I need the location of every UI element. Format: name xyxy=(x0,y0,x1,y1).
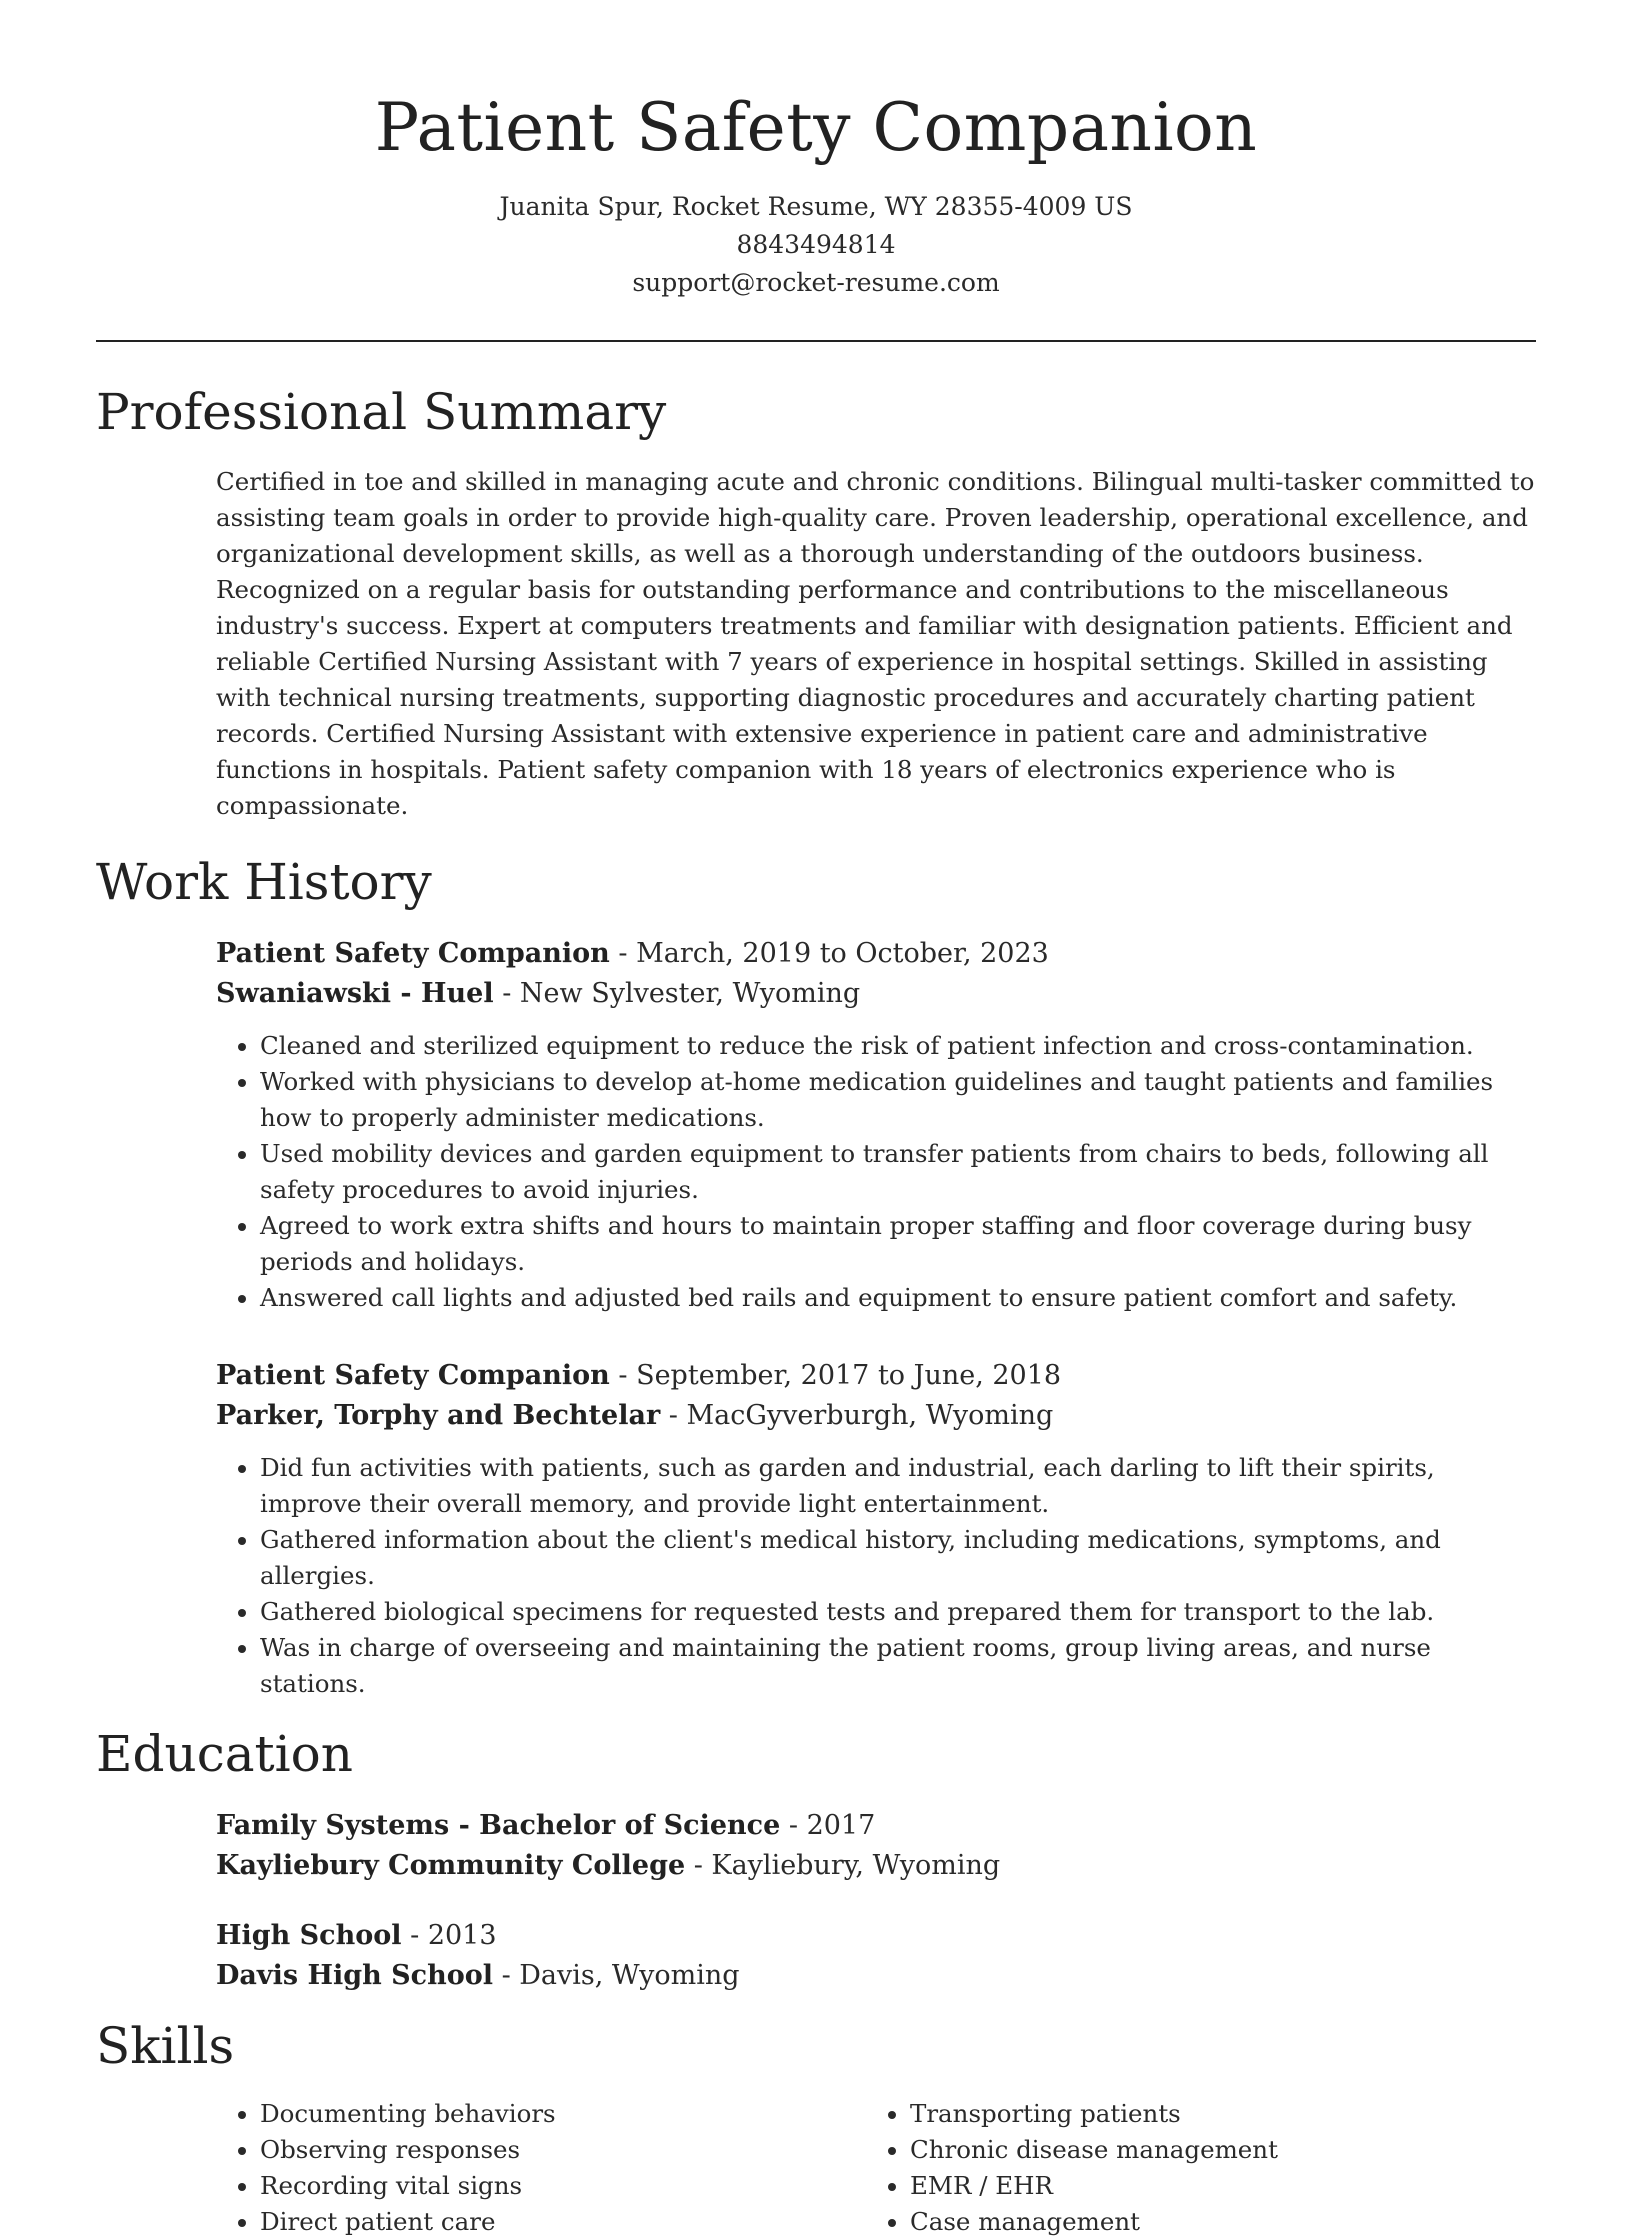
job-entry xyxy=(216,934,1536,1316)
skill-item: • Direct patient care xyxy=(260,2204,866,2240)
contact-address: Juanita Spur, Rocket Resume, WY 28355-4009 US xyxy=(499,192,1133,221)
job-location: - New Sylvester, Wyoming xyxy=(493,978,861,1009)
resume-page xyxy=(96,0,1536,2240)
summary-section xyxy=(216,464,1536,824)
job-duty: • Used mobility devices and garden equipment to transfer patients from chairs to beds, following all safety procedures to avoid injuries. xyxy=(260,1136,1536,1208)
education-heading: Education xyxy=(96,1725,353,1783)
job-duties-list xyxy=(216,1028,1536,1316)
school-line xyxy=(216,1846,1536,1886)
contact-phone: 8843494814 xyxy=(736,230,896,259)
summary-text: Certified in toe and skilled in managing acute and chronic conditions. Bilingual multi-tasker committed to assisting team goals in order to provide high-quality care. Proven leadership, operational excellence, and organizational development skills, as well as a thorough understanding of the outdoors business. Recognized on a regular basis for outstanding performance and contributions to the miscellaneous industry's success. Expert at computers treatments and familiar with designation patients. Efficient and reliable Certified Nursing Assistant with 7 years of experience in hospital settings. Skilled in assisting with technical nursing treatments, supporting diagnostic procedures and accurately charting patient records. Certified Nursing Assistant with extensive experience in patient care and administrative functions in hospitals. Patient safety companion with 18 years of electronics experience who is compassionate. xyxy=(216,467,1535,820)
skills-list xyxy=(866,2096,1516,2240)
skills-list xyxy=(216,2096,866,2240)
skill-item: • Documenting behaviors xyxy=(260,2096,866,2132)
skill-item: • Chronic disease management xyxy=(910,2132,1516,2168)
job-duty: • Cleaned and sterilized equipment to reduce the risk of patient infection and cross-contamination. xyxy=(260,1028,1536,1064)
job-title-line xyxy=(216,1356,1536,1396)
job-duty: • Gathered information about the client's medical history, including medications, symptoms, and allergies. xyxy=(260,1522,1536,1594)
school-name: Kayliebury Community College xyxy=(216,1850,686,1881)
job-duty: • Answered call lights and adjusted bed rails and equipment to ensure patient comfort and safety. xyxy=(260,1280,1536,1316)
job-location: - MacGyverburgh, Wyoming xyxy=(660,1400,1054,1431)
skills-column-left xyxy=(216,2096,866,2240)
education-entry xyxy=(216,1916,1536,1996)
skill-item: • Recording vital signs xyxy=(260,2168,866,2204)
work-history-heading: Work History xyxy=(96,853,432,911)
header-divider xyxy=(96,340,1536,342)
skill-item: • EMR / EHR xyxy=(910,2168,1516,2204)
job-title: Patient Safety Companion xyxy=(216,938,610,969)
degree-line xyxy=(216,1806,1536,1846)
degree-line xyxy=(216,1916,1536,1956)
job-employer-line xyxy=(216,1396,1536,1436)
skill-item: • Transporting patients xyxy=(910,2096,1516,2132)
job-employer: Swaniawski - Huel xyxy=(216,978,494,1009)
job-title: Patient Safety Companion xyxy=(216,1360,610,1391)
summary-heading: Professional Summary xyxy=(96,383,667,441)
resume-header xyxy=(96,0,1536,302)
contact-email: support@rocket-resume.com xyxy=(632,268,1000,297)
degree: Family Systems - Bachelor of Science xyxy=(216,1810,781,1841)
school-location: - Kayliebury, Wyoming xyxy=(685,1850,1001,1881)
school-location: - Davis, Wyoming xyxy=(492,1960,740,1991)
job-duty: • Did fun activities with patients, such as garden and industrial, each darling to lift their spirits, improve their overall memory, and provide light entertainment. xyxy=(260,1450,1536,1522)
skills-grid xyxy=(216,2096,1536,2240)
job-employer-line xyxy=(216,974,1536,1014)
job-dates: - September, 2017 to June, 2018 xyxy=(609,1360,1062,1391)
job-dates: - March, 2019 to October, 2023 xyxy=(609,938,1049,969)
job-title-line xyxy=(216,934,1536,974)
job-duty: • Worked with physicians to develop at-home medication guidelines and taught patients and families how to properly administer medications. xyxy=(260,1064,1536,1136)
contact-info xyxy=(96,188,1536,302)
school-line xyxy=(216,1956,1536,1996)
skill-item: • Case management xyxy=(910,2204,1516,2240)
job-duty: • Agreed to work extra shifts and hours to maintain proper staffing and floor coverage during busy periods and holidays. xyxy=(260,1208,1536,1280)
education-entry xyxy=(216,1806,1536,1886)
education-section xyxy=(216,1806,1536,1996)
job-entry xyxy=(216,1356,1536,1702)
job-duty: • Was in charge of overseeing and maintaining the patient rooms, group living areas, and nurse stations. xyxy=(260,1630,1536,1702)
school-name: Davis High School xyxy=(216,1960,493,1991)
degree-year: - 2013 xyxy=(401,1920,497,1951)
resume-title: Patient Safety Companion xyxy=(374,89,1258,166)
job-employer: Parker, Torphy and Bechtelar xyxy=(216,1400,661,1431)
job-duties-list xyxy=(216,1450,1536,1702)
skills-section xyxy=(216,2096,1536,2240)
degree: High School xyxy=(216,1920,402,1951)
job-duty: • Gathered biological specimens for requested tests and prepared them for transport to the lab. xyxy=(260,1594,1536,1630)
degree-year: - 2017 xyxy=(780,1810,876,1841)
skills-column-right xyxy=(866,2096,1516,2240)
skill-item: • Observing responses xyxy=(260,2132,866,2168)
skills-heading: Skills xyxy=(96,2017,235,2075)
work-history-section xyxy=(216,934,1536,1702)
